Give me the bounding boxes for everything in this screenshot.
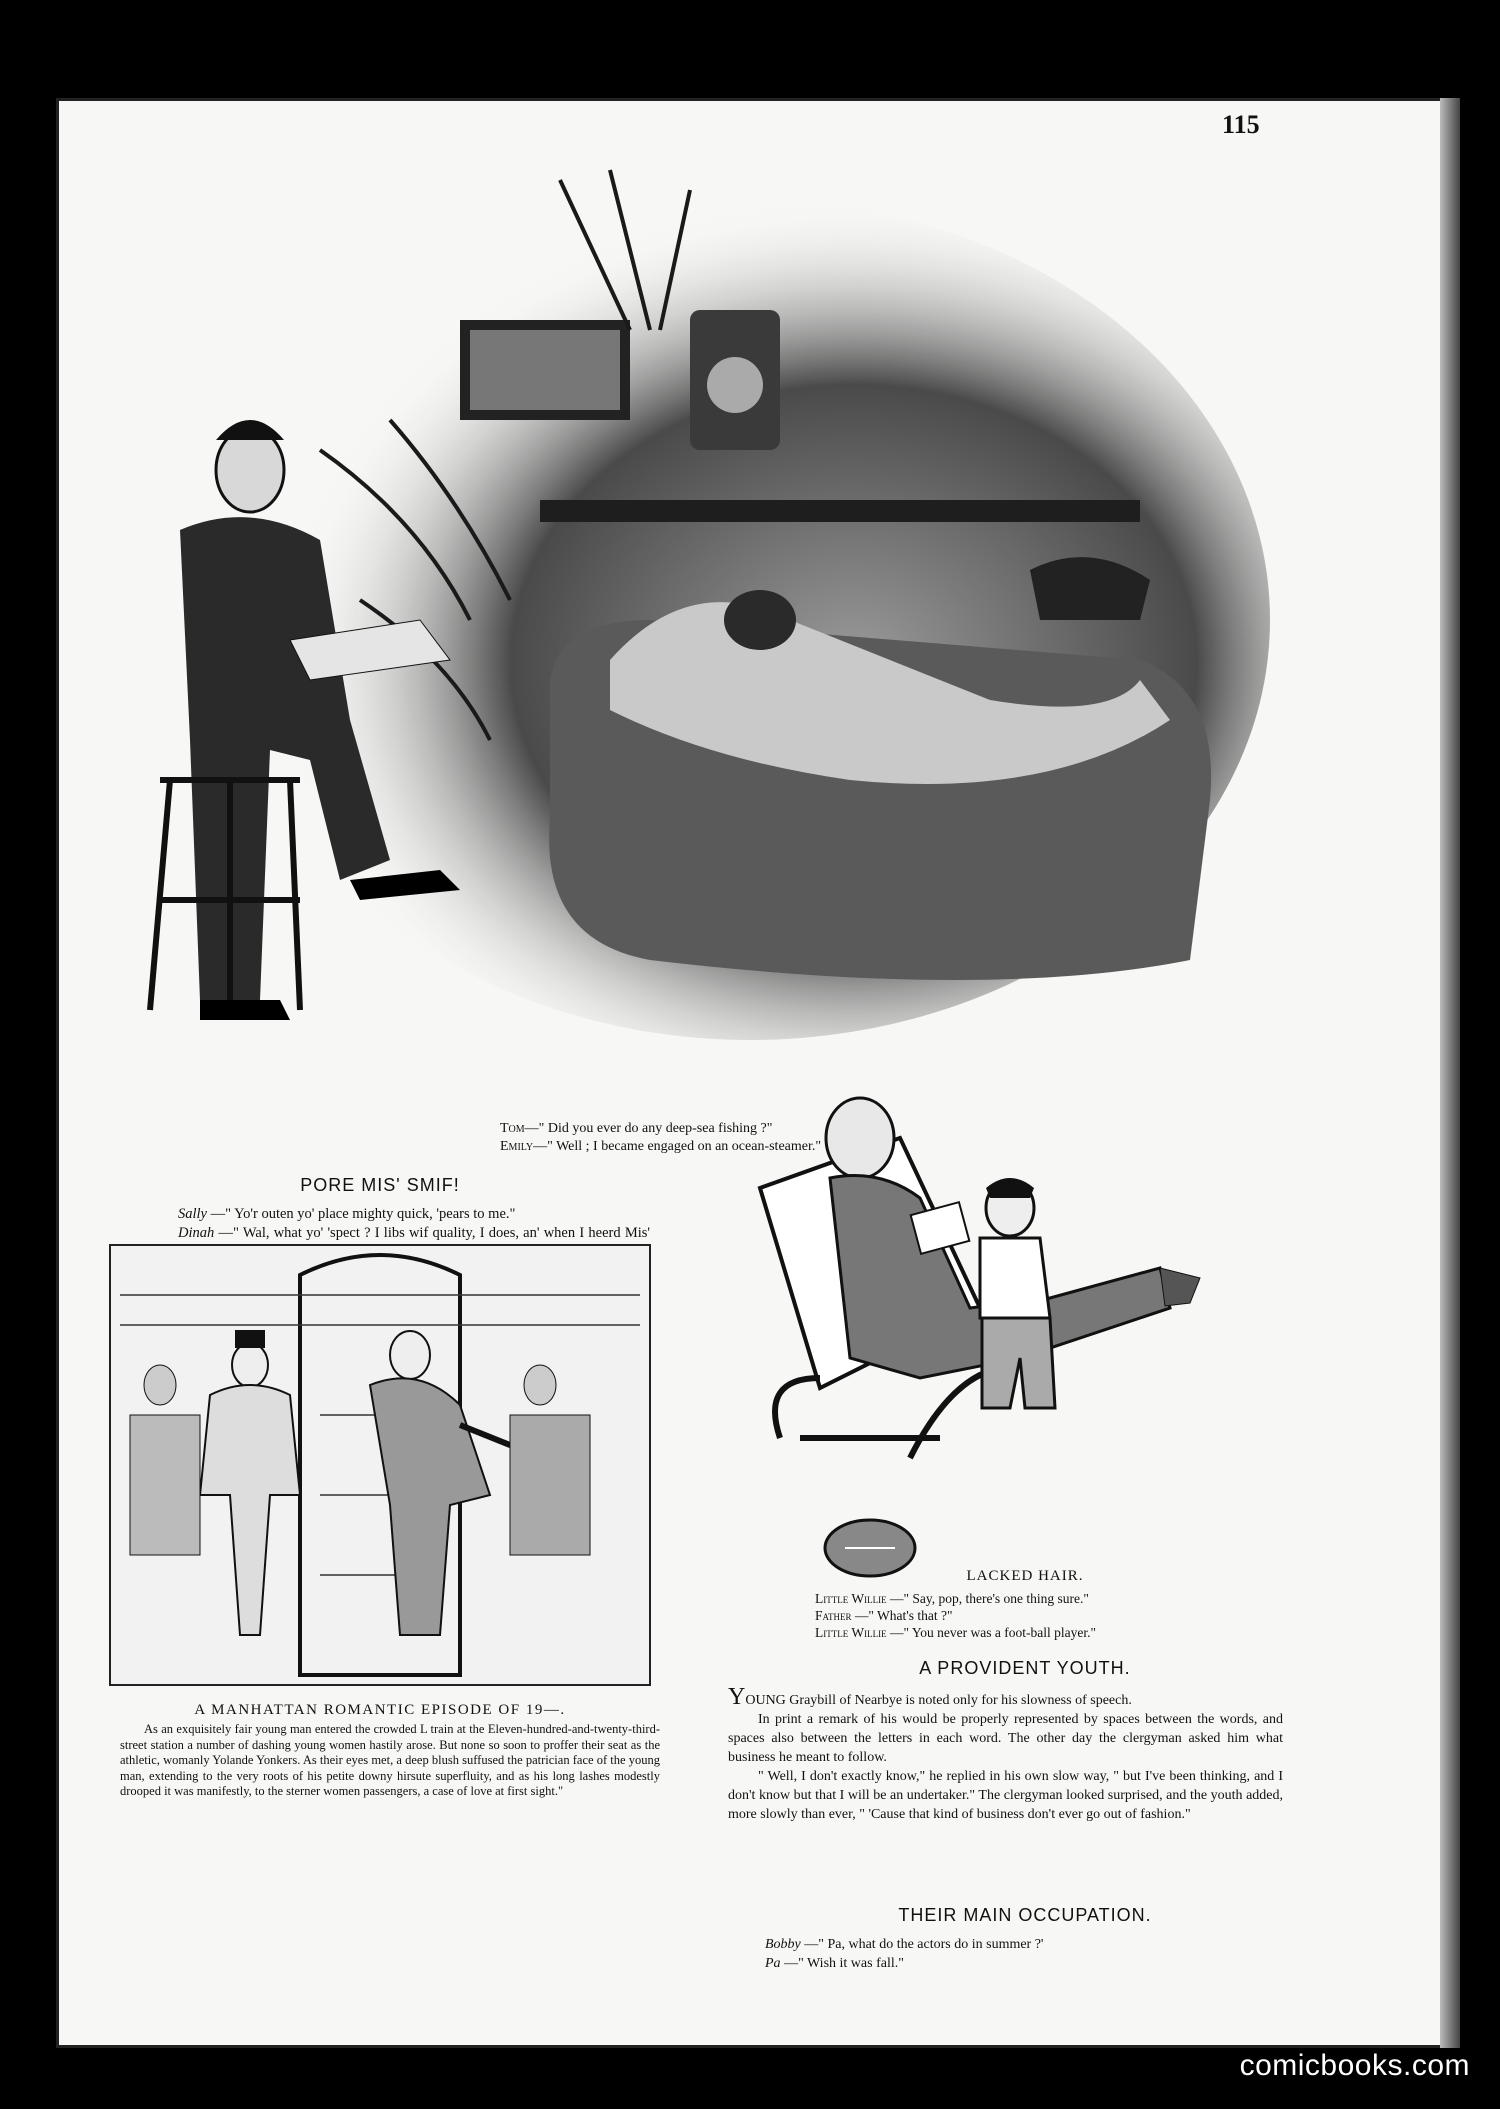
dialogue: —" You never was a foot-ball player." xyxy=(886,1625,1096,1640)
paragraph: As an exquisitely fair young man entered the crowded L train at the Eleven-hundred-and-twenty-third-street station a number of dashing young women hastily arose. But none so soon to proffer their seat as the athletic, womanly Yolande Yonkers. As their eyes met, a deep blush suffused the patrician face of the young man, extending to the very roots of his petite downy hirsute superfluity, and as his long lashes modestly drooped it was manifestly, to the sterner women passengers, a case of love at first sight." xyxy=(120,1722,660,1798)
speaker: Tom xyxy=(500,1121,525,1136)
dialogue-line xyxy=(765,1935,1265,1954)
watermark: comicbooks.com xyxy=(1239,2049,1470,2082)
paragraph: In print a remark of his would be properly represented by spaces between the words, and spaces also between the letters in each word. The other day the clergyman asked him what business he meant to follow. xyxy=(728,1712,1283,1765)
dialogue: —" Wal, what yo' 'spect ? I libs wif quality, I does, an' when I heerd Mis' xyxy=(218,1225,650,1241)
provident-youth-text xyxy=(728,1684,1283,1824)
dialogue: —" Pa, what do the actors do in summer ?' xyxy=(800,1937,1044,1952)
dialogue: —" Well ; I became engaged on an ocean-steamer." xyxy=(533,1139,822,1154)
pore-mis-smif-heading: PORE MIS' SMIF! xyxy=(300,1175,460,1195)
page-number: 115 xyxy=(1222,110,1260,139)
dialogue: —" Did you ever do any deep-sea fishing ?" xyxy=(524,1121,773,1136)
speaker: Father xyxy=(815,1608,852,1623)
first-word: OUNG xyxy=(745,1693,786,1708)
manhattan-heading: A MANHATTAN ROMANTIC EPISODE OF 19—. xyxy=(194,1702,566,1718)
speaker: Little Willie xyxy=(815,1591,887,1606)
main-occupation-text xyxy=(765,1935,1265,1973)
speaker: Little Willie xyxy=(815,1625,887,1640)
drop-cap: Y xyxy=(728,1684,746,1710)
dialogue-line xyxy=(815,1607,1265,1624)
dialogue: —" Wish it was fall." xyxy=(780,1956,904,1971)
speaker: Bobby xyxy=(765,1937,801,1952)
father-son-illustration xyxy=(720,1078,1330,1598)
manhattan-text xyxy=(120,1722,660,1800)
speaker: Sally xyxy=(178,1206,207,1222)
dialogue-line xyxy=(815,1624,1265,1641)
paragraph: " Well, I don't exactly know," he replied in his own slow way, " but I've been thinking, and I don't know but that I will be an undertaker." The clergyman looked surprised, and the youth added, more slowly than ever, " 'Cause that kind of business don't ever go out of fashion." xyxy=(728,1769,1283,1822)
speaker: Emily xyxy=(500,1139,534,1154)
lacked-hair-text xyxy=(815,1590,1265,1641)
speaker: Dinah xyxy=(178,1225,215,1241)
dialogue: —" Say, pop, there's one thing sure." xyxy=(886,1591,1089,1606)
train-illustration xyxy=(100,1235,660,1695)
provident-youth-heading: A PROVIDENT YOUTH. xyxy=(919,1658,1131,1678)
parlor-illustration xyxy=(90,100,1290,1100)
lacked-hair-heading: LACKED HAIR. xyxy=(966,1568,1084,1584)
page-edge xyxy=(1440,98,1460,2048)
paragraph xyxy=(150,1205,650,1224)
main-occupation-heading: THEIR MAIN OCCUPATION. xyxy=(898,1905,1152,1925)
speaker: Pa xyxy=(765,1956,781,1971)
paragraph xyxy=(728,1684,1283,1710)
dialogue-line xyxy=(765,1954,1265,1973)
dialogue-line xyxy=(815,1590,1265,1607)
dialogue: —" What's that ?" xyxy=(851,1608,953,1623)
paragraph-text: Graybill of Nearbye is noted only for his slowness of speech. xyxy=(785,1693,1132,1708)
dialogue: —" Yo'r outen yo' place mighty quick, 'pears to me." xyxy=(207,1206,516,1222)
